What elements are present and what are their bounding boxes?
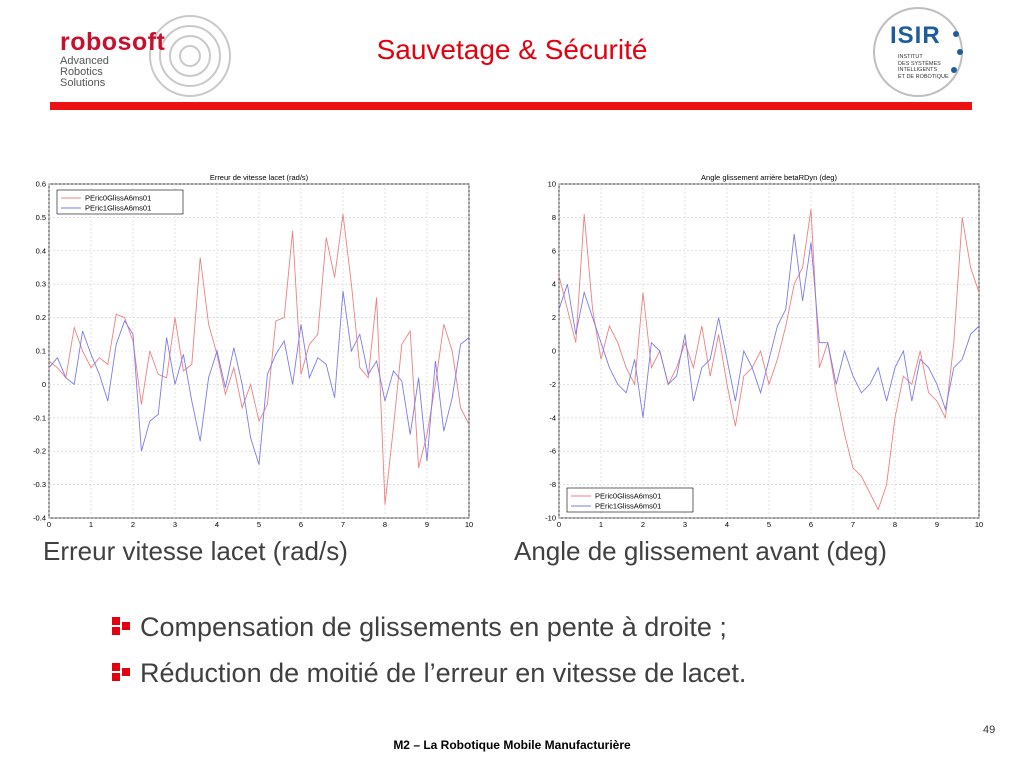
robosoft-tagline-2: Robotics xyxy=(60,66,103,78)
x-tick-label: 6 xyxy=(808,520,814,529)
x-tick-label: 0 xyxy=(556,520,562,529)
y-tick-label: 0.6 xyxy=(35,179,46,189)
footer-text: M2 – La Robotique Mobile Manufacturière xyxy=(393,738,631,752)
isir-sub-2: DES SYSTÈMES xyxy=(898,60,941,67)
y-tick-label: 0.2 xyxy=(35,313,46,323)
y-tick-label: 0.5 xyxy=(35,212,46,222)
y-tick-label: 2 xyxy=(551,313,556,323)
legend-label: PEric0GlissA6ms01 xyxy=(85,193,152,203)
y-tick-label: 4 xyxy=(551,279,556,289)
x-tick-label: 1 xyxy=(88,520,94,529)
x-tick-label: 4 xyxy=(214,520,220,529)
y-tick-label: -4 xyxy=(549,413,556,423)
bullet-item xyxy=(112,612,727,643)
y-tick-label: 0.1 xyxy=(35,346,46,356)
isir-logo-subtitle xyxy=(898,54,958,80)
x-tick-label: 8 xyxy=(382,520,388,529)
chart-slip-angle-svg xyxy=(535,170,985,530)
x-tick-label: 9 xyxy=(424,520,430,529)
x-tick-label: 9 xyxy=(934,520,940,529)
isir-sub-1: INSTITUT xyxy=(898,54,923,60)
caption-right: Angle de glissement avant (deg) xyxy=(514,536,887,566)
y-tick-label: 6 xyxy=(551,246,556,256)
bullet-text: Compensation de glissements en pente à droite ; xyxy=(140,612,727,642)
isir-circle-icon xyxy=(868,4,968,100)
y-tick-label: 0.3 xyxy=(35,279,46,289)
x-tick-label: 0 xyxy=(46,520,52,529)
x-tick-label: 7 xyxy=(850,520,856,529)
chart-title: Erreur de vitesse lacet (rad/s) xyxy=(209,173,309,182)
legend-label: PEric1GlissA6ms01 xyxy=(595,501,662,511)
robosoft-tagline-3: Solutions xyxy=(60,77,106,89)
x-tick-label: 3 xyxy=(172,520,178,529)
legend xyxy=(57,190,183,214)
bullet-text: Réduction de moitié de l’erreur en vitesse de lacet. xyxy=(140,658,747,688)
x-tick-label: 4 xyxy=(724,520,730,529)
y-tick-label: 0 xyxy=(551,346,556,356)
legend xyxy=(567,488,693,512)
x-tick-label: 5 xyxy=(256,520,262,529)
y-tick-label: -10 xyxy=(545,513,556,523)
legend-label: PEric1GlissA6ms01 xyxy=(85,203,152,213)
y-tick-label: -0.4 xyxy=(33,513,46,523)
isir-sub-4: ET DE ROBOTIQUE xyxy=(898,73,949,80)
x-tick-label: 10 xyxy=(464,520,474,529)
x-tick-label: 10 xyxy=(974,520,984,529)
slide-title: Sauvetage & Sécurité xyxy=(376,34,648,65)
isir-logo xyxy=(868,4,968,100)
y-tick-label: 0.4 xyxy=(35,246,46,256)
x-tick-label: 6 xyxy=(298,520,304,529)
y-tick-label: -2 xyxy=(549,379,556,389)
y-tick-label: 10 xyxy=(547,179,556,189)
page-number: 49 xyxy=(983,724,996,736)
y-tick-label: 8 xyxy=(551,212,556,222)
y-tick-label: 0 xyxy=(41,379,46,389)
x-tick-label: 3 xyxy=(682,520,688,529)
chart-title: Angle glissement arrière betaRDyn (deg) xyxy=(701,173,837,182)
x-tick-label: 1 xyxy=(598,520,604,529)
y-tick-label: -6 xyxy=(549,446,556,456)
bullet-marker-icon xyxy=(112,617,132,637)
isir-sub-3: INTELLIGENTS xyxy=(898,67,938,73)
y-tick-label: -0.1 xyxy=(33,413,46,423)
bullet-marker-icon xyxy=(112,663,132,683)
isir-logo-word: ISIR xyxy=(890,22,941,49)
y-tick-label: -0.3 xyxy=(33,480,46,490)
y-tick-label: -8 xyxy=(549,480,556,490)
x-tick-label: 2 xyxy=(640,520,646,529)
chart-yaw-rate-error-svg xyxy=(25,170,475,530)
x-tick-label: 5 xyxy=(766,520,772,529)
y-tick-label: -0.2 xyxy=(33,446,46,456)
header-divider xyxy=(50,102,972,110)
robosoft-tagline-1: Advanced xyxy=(60,55,109,67)
x-tick-label: 2 xyxy=(130,520,136,529)
robosoft-logo-word: robosoft xyxy=(60,28,166,56)
x-tick-label: 8 xyxy=(892,520,898,529)
chart-slip-angle xyxy=(535,170,985,530)
bullet-item xyxy=(112,658,746,689)
caption-left: Erreur vitesse lacet (rad/s) xyxy=(43,536,348,566)
legend-label: PEric0GlissA6ms01 xyxy=(595,491,662,501)
chart-yaw-rate-error xyxy=(25,170,475,530)
x-tick-label: 7 xyxy=(340,520,346,529)
